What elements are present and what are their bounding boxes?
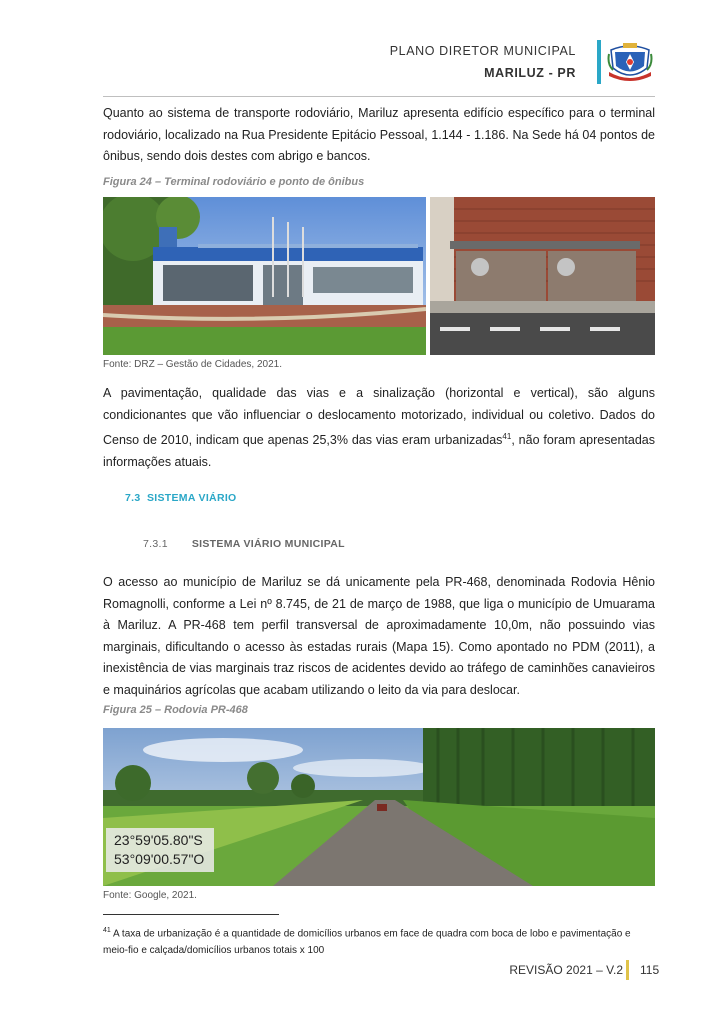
- figure-25-source: Fonte: Google, 2021.: [103, 890, 197, 901]
- header-title: PLANO DIRETOR MUNICIPAL: [389, 44, 576, 58]
- bus-terminal-photo: [103, 197, 426, 355]
- footnote: [103, 922, 655, 959]
- footnote-text: A taxa de urbanização é a quantidade de domicílios urbanos em face de quadra com boca de lobo e pavimentação e meio-fio e calçada/domicílios urbanos totais x 100: [103, 928, 631, 957]
- coordinate-latitude: 23°59'05.80"S: [114, 832, 203, 848]
- header-accent-bar: [597, 40, 601, 84]
- section-number: 7.3: [125, 492, 141, 504]
- paragraph-paving: [103, 383, 655, 473]
- footnote-ref-41[interactable]: 41: [502, 432, 512, 441]
- coordinate-longitude: 53°09'00.57"O: [114, 851, 205, 867]
- section-title: SISTEMA VIÁRIO: [146, 492, 237, 504]
- subsection-heading: [143, 538, 345, 550]
- header-divider: [103, 96, 655, 97]
- coat-of-arms-icon: [607, 40, 653, 84]
- paragraph-paving-tail: , não foram apresentadas informações atuais.: [103, 433, 655, 469]
- figure-24-source: Fonte: DRZ – Gestão de Cidades, 2021.: [103, 359, 282, 370]
- page-number: 115: [640, 963, 660, 977]
- subsection-number: 7.3.1: [143, 538, 168, 550]
- paragraph-paving-main: A pavimentação, qualidade das vias e a sinalização (horizontal e vertical), são alguns condicionantes que vão influenciar o deslocamento motorizado, individual ou coletivo. Dados do Censo de 2010, indicam que apenas 25,3% das vias eram urbanizadas: [103, 386, 655, 448]
- coordinates-overlay: [106, 828, 214, 872]
- header-subtitle: MARILUZ - PR: [484, 66, 576, 80]
- footnote-divider: [103, 914, 279, 915]
- footnote-number: 41: [103, 927, 111, 934]
- subsection-title: SISTEMA VIÁRIO MUNICIPAL: [191, 538, 345, 550]
- footer-accent-bar: [626, 960, 629, 980]
- figure-25-caption: Figura 25 – Rodovia PR-468: [103, 704, 248, 716]
- section-heading: [125, 492, 237, 504]
- footer-revision: REVISÃO 2021 – V.2: [509, 963, 623, 977]
- figure-24-caption: Figura 24 – Terminal rodoviário e ponto de ônibus: [103, 176, 365, 188]
- bus-stop-photo: [430, 197, 655, 355]
- paragraph-terminal: Quanto ao sistema de transporte rodoviário, Mariluz apresenta edifício específico para o terminal rodoviário, localizado na Rua Presidente Epitácio Pessoal, 1.144 - 1.186. Na Sede há 04 pontos de ônibus, sendo dois destes com abrigo e bancos.: [103, 106, 655, 163]
- paragraph-highway: O acesso ao município de Mariluz se dá unicamente pela PR-468, denominada Rodovia Hênio Romagnolli, conforme a Lei nº 8.745, de 21 de março de 1988, que liga o município de Umuarama à Mariluz. A PR-468 tem perfil transversal de aproximadamente 10,0m, não possuindo vias marginais, dificultando o acesso às estadas rurais (Mapa 15). Como apontado no PDM (2011), a inexistência de vias marginais traz riscos de acidentes devido ao tráfego de caminhões canavieiros e maquinários agrícolas que acabam utilizando o leito da via para deslocar.: [103, 575, 655, 697]
